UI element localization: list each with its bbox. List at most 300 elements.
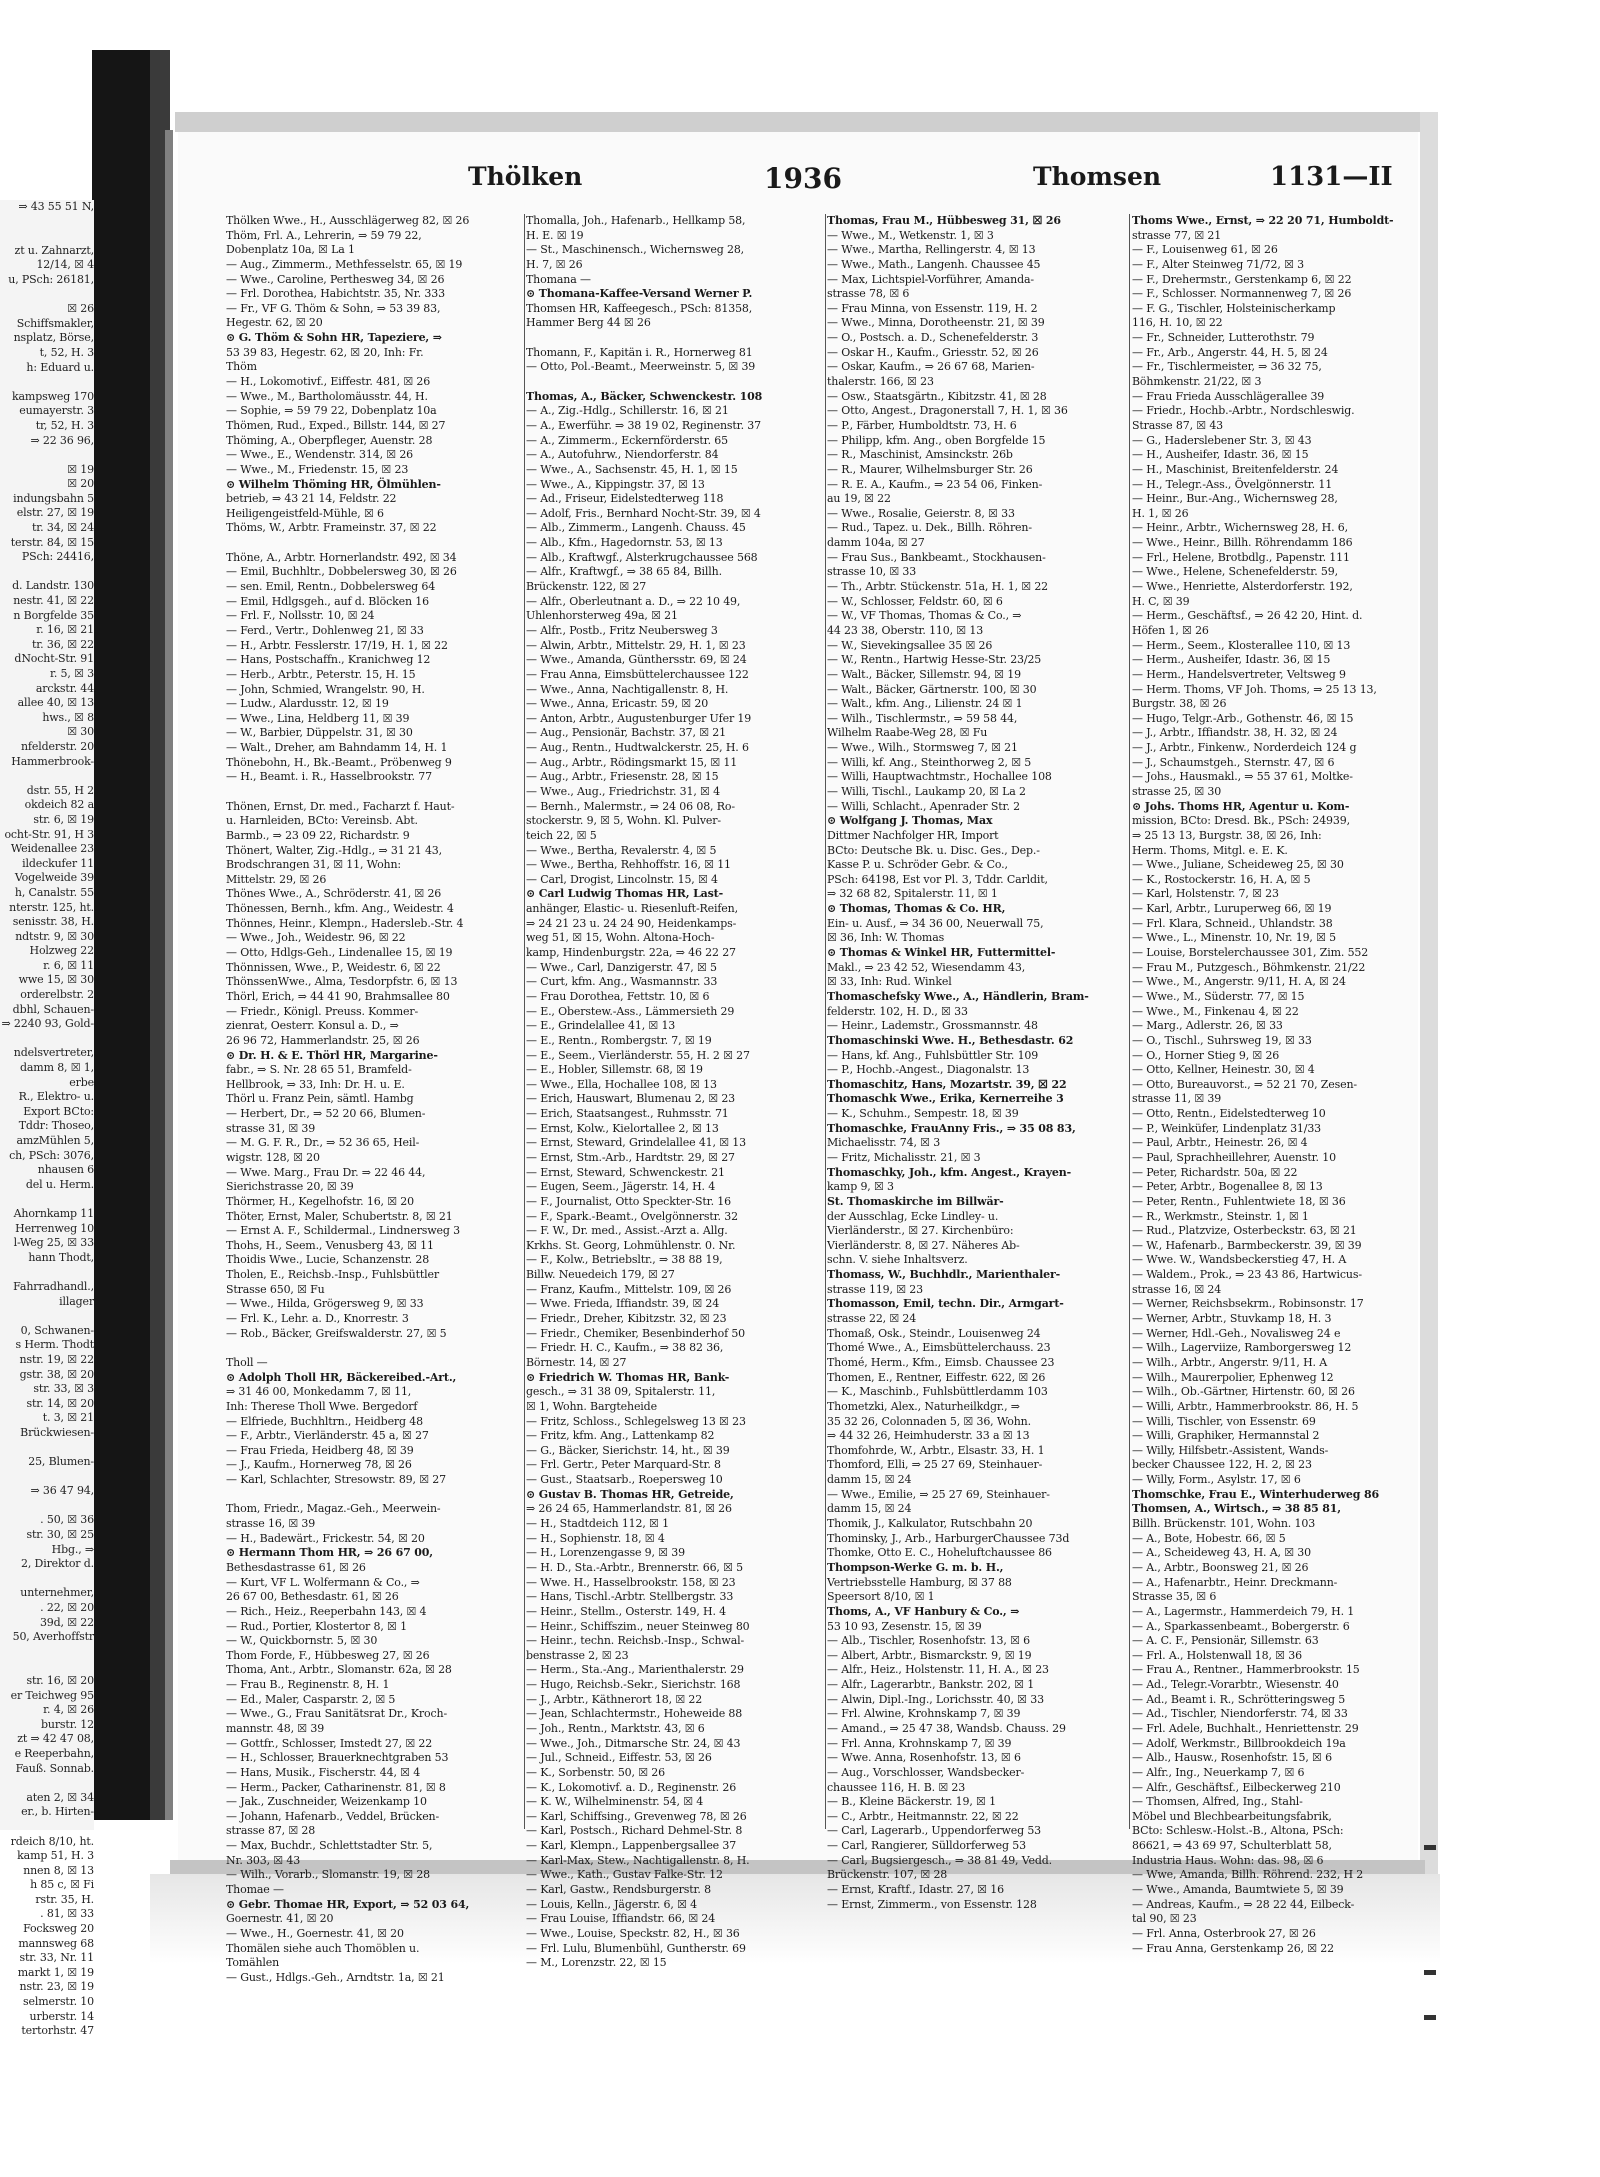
fragment-line: dstr. 55, H 2 (26, 783, 94, 797)
directory-entry-line: — Wwe., Heinr., Billh. Röhrendamm 186 (1132, 536, 1353, 550)
directory-entry-line: mission, BCto: Dresd. Bk., PSch: 24939, (1132, 814, 1350, 828)
directory-entry-line: — E., Seem., Vierländerstr. 55, H. 2 ☒ 27 (526, 1048, 750, 1062)
directory-entry-line: — Wilh., Maurerpolier, Ephenweg 12 (1132, 1370, 1334, 1384)
binding-shadow (92, 50, 150, 1820)
fragment-line: ildeckufer 11 (22, 856, 94, 870)
directory-entry-line: ⇒ 32 68 82, Spitalerstr. 11, ☒ 1 (827, 887, 998, 901)
directory-entry-line: — Wwe., Anna, Ericastr. 59, ☒ 20 (526, 697, 709, 711)
fragment-line: nnen 8, ☒ 13 (23, 1863, 94, 1877)
directory-entry-line: — Fr., Arb., Angerstr. 44, H. 5, ☒ 24 (1132, 345, 1328, 359)
directory-entry-line: Burgstr. 38, ☒ 26 (1132, 697, 1227, 711)
directory-entry-line: ⊙ Gustav B. Thomas HR, Getreide, (526, 1487, 734, 1501)
directory-entry-line: Strasse 87, ☒ 43 (1132, 418, 1224, 432)
directory-entry-line: damm 15, ☒ 24 (827, 1473, 912, 1487)
directory-entry-line (226, 1488, 526, 1503)
directory-entry-line: — Wwe. Frieda, Iffiandstr. 39, ☒ 24 (526, 1297, 720, 1311)
directory-entry-line: — Wwe., Aug., Friedrichstr. 31, ☒ 4 (526, 784, 720, 798)
directory-entry-line: — Carl, Drogist, Lincolnstr. 15, ☒ 4 (526, 872, 718, 886)
fragment-line: 50, Averhoffstr (12, 1630, 94, 1644)
directory-entry-line: — Wilh., Arbtr., Angerstr. 9/11, H. A (1132, 1355, 1328, 1369)
directory-entry-line: — Wwe., Helene, Schenefelderstr. 59, (1132, 565, 1338, 579)
fragment-line: h, Canalstr. 55 (14, 885, 94, 899)
directory-entry-line: Vierländerstr. 8, ☒ 27. Näheres Ab- (827, 1238, 1020, 1252)
page-spine (165, 130, 173, 1820)
fragment-line (0, 1820, 94, 1835)
directory-entry-line: — Gottfr., Schlosser, Imstedt 27, ☒ 22 (226, 1736, 433, 1750)
directory-entry-line: — A., Hafenarbtr., Heinr. Dreckmann- (1132, 1575, 1338, 1589)
fragment-line (0, 1309, 94, 1324)
fragment-line: aten 2, ☒ 34 (26, 1790, 94, 1804)
fragment-line: terstr. 84, ☒ 15 (10, 535, 94, 549)
directory-entry-line: — Herm., Packer, Catharinenstr. 81, ☒ 8 (226, 1780, 446, 1794)
fragment-line: nhausen 6 (37, 1163, 94, 1177)
directory-entry-line: — Wwe., Bertha, Revalerstr. 4, ☒ 5 (526, 843, 717, 857)
directory-entry-line: — Hans, kf. Ang., Fuhlsbüttler Str. 109 (827, 1048, 1039, 1062)
directory-entry-line: Tholen, E., Reichsb.-Insp., Fuhlsbüttler (226, 1268, 439, 1282)
fragment-line: str. 14, ☒ 20 (26, 1396, 94, 1410)
directory-entry-line: strasse 119, ☒ 23 (827, 1282, 923, 1296)
directory-entry-line: — Willi, Schlacht., Apenrader Str. 2 (827, 799, 1020, 813)
directory-entry-line: — Eugen, Seem., Jägerstr. 14, H. 4 (526, 1180, 716, 1194)
directory-entry-line: — G., Haderslebener Str. 3, ☒ 43 (1132, 433, 1312, 447)
directory-entry-line: — F., Alter Steinweg 71/72, ☒ 3 (1132, 257, 1304, 271)
directory-entry-line: — Werner, Arbtr., Stuvkamp 18, H. 3 (1132, 1312, 1332, 1326)
fragment-line: del u. Herm. (25, 1177, 94, 1191)
directory-entry-line: — Curt, kfm. Ang., Wasmannstr. 33 (526, 975, 718, 989)
directory-entry-line: — Max, Buchdr., Schlettstadter Str. 5, (226, 1839, 433, 1853)
directory-entry-line: — K., Rostockerstr. 16, H. A, ☒ 5 (1132, 872, 1311, 886)
directory-entry-line: — Heinr., Bur.-Ang., Wichernsweg 28, (1132, 492, 1338, 506)
directory-entry-line: Thomas, Frau M., Hübbesweg 31, ☒ 26 (827, 214, 1061, 227)
fragment-line: markt 1, ☒ 19 (17, 1965, 94, 1979)
directory-entry-line: — Karl, Arbtr., Luruperweg 66, ☒ 19 (1132, 902, 1332, 916)
fragment-line: Herrenweg 10 (15, 1221, 94, 1235)
previous-page-fragment (0, 200, 94, 2038)
fragment-line: allee 40, ☒ 13 (17, 696, 94, 710)
directory-entry-line: — Wwe., M., Angerstr. 9/11, H. A, ☒ 24 (1132, 975, 1346, 989)
column-3 (827, 214, 1127, 1911)
fragment-line: r. 4, ☒ 26 (43, 1703, 94, 1717)
directory-entry-line: Krkhs. St. Georg, Lohmühlenstr. 0. Nr. (526, 1238, 736, 1252)
directory-entry-line: — J., Kaufm., Hornerweg 78, ☒ 26 (226, 1458, 412, 1472)
directory-entry-line: — O., Tischl., Suhrsweg 19, ☒ 33 (1132, 1033, 1312, 1047)
directory-entry-line: Inh: Therese Tholl Wwe. Bergedorf (226, 1399, 418, 1413)
directory-entry-line: — Herb., Arbtr., Peterstr. 15, H. 15 (226, 667, 416, 681)
directory-entry-line: Thönnissen, Wwe., P., Weidestr. 6, ☒ 22 (226, 960, 441, 974)
directory-entry-line: — Emil, Buchhltr., Dobbelersweg 30, ☒ 26 (226, 565, 457, 579)
directory-entry-line: Hammer Berg 44 ☒ 26 (526, 316, 651, 330)
directory-entry-line: strasse 16, ☒ 39 (226, 1517, 316, 1531)
directory-entry-line: — Erich, Staatsangest., Ruhmsstr. 71 (526, 1107, 729, 1121)
fragment-line (0, 1440, 94, 1455)
directory-entry-line: — H., Beamt. i. R., Hasselbrookstr. 77 (226, 770, 432, 784)
fragment-line: ☒ 26 (67, 302, 94, 316)
fragment-line: ⇒ 2240 93, Gold- (1, 1017, 94, 1031)
directory-entry-line: — A., Arbtr., Boonsweg 21, ☒ 26 (1132, 1560, 1309, 1574)
directory-entry-line: — Peter, Rentn., Fuhlentwiete 18, ☒ 36 (1132, 1194, 1346, 1208)
fragment-line: Export BCto: (23, 1104, 94, 1118)
directory-entry-line: — O., Horner Stieg 9, ☒ 26 (1132, 1048, 1280, 1062)
fragment-line: gstr. 38, ☒ 20 (19, 1367, 94, 1381)
directory-entry-line: ⊙ Thomas, Thomas & Co. HR, (827, 902, 1006, 916)
directory-entry-line: Thönert, Walter, Zig.-Hdlg., ⇒ 31 21 43, (226, 843, 443, 857)
directory-entry-line: Thomke, Otto E. C., Hoheluftchaussee 86 (827, 1546, 1052, 1560)
directory-entry-line: — W., Barbier, Düppelstr. 31, ☒ 30 (226, 726, 413, 740)
directory-entry-line: — E., Oberstew.-Ass., Lämmersieth 29 (526, 1004, 735, 1018)
fragment-line (0, 1645, 94, 1660)
directory-entry-line: — Wwe., Martha, Rellingerstr. 4, ☒ 13 (827, 243, 1036, 257)
directory-entry-line: strasse 77, ☒ 21 (1132, 228, 1222, 242)
directory-entry-line: — Paul, Arbtr., Heinestr. 26, ☒ 4 (1132, 1136, 1308, 1150)
directory-entry-line: — Otto, Hdlgs-Geh., Lindenallee 15, ☒ 19 (226, 946, 453, 960)
directory-entry-line: — Marg., Adlerstr. 26, ☒ 33 (1132, 1019, 1283, 1033)
fragment-line: 39d, ☒ 22 (39, 1615, 94, 1629)
directory-entry-line: — St., Maschinensch., Wichernsweg 28, (526, 243, 745, 257)
fragment-line: Hbg., ⇒ (51, 1542, 94, 1556)
fragment-line: Holzweg 22 (29, 944, 94, 958)
directory-entry-line: — Friedr., Hochb.-Arbtr., Nordschleswig. (1132, 404, 1355, 418)
directory-entry-line: Möbel und Blechbearbeitungsfabrik, (1132, 1809, 1332, 1823)
directory-entry-line: Billw. Neuedeich 179, ☒ 27 (526, 1268, 675, 1282)
directory-entry-line: — Wwe., Anna, Nachtigallenstr. 8, H. (526, 682, 729, 696)
directory-entry-line: — J., Arbtr., Finkenw., Norderdeich 124 g (1132, 741, 1357, 755)
directory-entry-line: — Frl. A., Holstenwall 18, ☒ 36 (1132, 1648, 1302, 1662)
directory-entry-line: ⊙ G. Thöm & Sohn HR, Tapeziere, ⇒ (226, 331, 442, 345)
fragment-line: ⇒ 36 47 94, (30, 1484, 94, 1498)
directory-entry-line: — Oskar, Kaufm., ⇒ 26 67 68, Marien- (827, 360, 1035, 374)
directory-entry-line: — Wwe., Hilda, Grögersweg 9, ☒ 33 (226, 1297, 424, 1311)
fragment-line (0, 769, 94, 784)
directory-entry-line: Thominsky, J., Arb., HarburgerChaussee 73d (827, 1531, 1070, 1545)
directory-entry-line: — F., Kolw., Betriebsltr., ⇒ 38 88 19, (526, 1253, 723, 1267)
directory-columns (226, 214, 1408, 1984)
directory-entry-line: — M., Lorenzstr. 22, ☒ 15 (526, 1956, 667, 1970)
directory-entry-line: — O., Postsch. a. D., Schenefelderstr. 3 (827, 331, 1039, 345)
directory-entry-line: — Aug., Pensionär, Bachstr. 37, ☒ 21 (526, 726, 726, 740)
directory-entry-line: Barmb., ⇒ 23 09 22, Richardstr. 9 (226, 828, 410, 842)
directory-entry-line: — Max, Lichtspiel-Vorführer, Amanda- (827, 272, 1034, 286)
directory-entry-line: ⊙ Thomana-Kaffee-Versand Werner P. (526, 287, 753, 301)
fragment-line: 0, Schwanen- (20, 1323, 94, 1337)
directory-entry-line: — F., Arbtr., Vierländerstr. 45 a, ☒ 27 (226, 1429, 429, 1443)
directory-entry-line: — Friedr., Dreher, Kibitzstr. 32, ☒ 23 (526, 1312, 727, 1326)
directory-entry-line: Thomasson, Emil, techn. Dir., Armgart- (827, 1297, 1064, 1311)
directory-entry-line: Dittmer Nachfolger HR, Import (827, 828, 999, 842)
fragment-line (0, 229, 94, 244)
fragment-line: tertorhstr. 47 (21, 2024, 94, 2038)
directory-entry-line: — A., Autofuhrw., Niendorferstr. 84 (526, 448, 719, 462)
directory-entry-line: kamp, Hindenburgstr. 22a, ⇒ 46 22 27 (526, 946, 736, 960)
fragment-line: ☒ 19 (67, 462, 94, 476)
fragment-line: Schiffsmakler, (16, 316, 94, 330)
directory-entry-line: — Karl, Gastw., Rendsburgerstr. 8 (526, 1883, 711, 1897)
fragment-line: e Reeperbahn, (14, 1746, 94, 1760)
directory-entry-line: — Wwe., H., Goernestr. 41, ☒ 20 (226, 1926, 404, 1940)
directory-entry-line: — Rud., Portier, Klostertor 8, ☒ 1 (226, 1619, 407, 1633)
fragment-line (0, 448, 94, 463)
directory-entry-line: — Alb., Kraftwgf., Alsterkrugchaussee 568 (526, 550, 758, 564)
directory-entry-line: — Peter, Arbtr., Bogenallee 8, ☒ 13 (1132, 1180, 1323, 1194)
directory-entry-line: BCto: Deutsche Bk. u. Disc. Ges., Dep.- (827, 843, 1040, 857)
directory-entry-line: — Willi, Hauptwachtmstr., Hochallee 108 (827, 770, 1052, 784)
directory-entry-line: Thomaschk Wwe., Erika, Kernerreihe 3 (827, 1092, 1064, 1106)
fragment-line (0, 1032, 94, 1047)
directory-entry-line (526, 375, 826, 390)
directory-entry-line: — Aug., Arbtr., Friesenstr. 28, ☒ 15 (526, 770, 719, 784)
directory-entry-line: — Emil, Hdlgsgeh., auf d. Blöcken 16 (226, 594, 429, 608)
directory-entry-line: — Wwe., Rosalie, Geierstr. 8, ☒ 33 (827, 506, 1015, 520)
directory-entry-line: — Hans, Tischl.-Arbtr. Stellbergstr. 33 (526, 1590, 734, 1604)
directory-entry-line: — M. G. F. R., Dr., ⇒ 52 36 65, Heil- (226, 1136, 420, 1150)
directory-entry-line: — Alfr., Postb., Fritz Neubersweg 3 (526, 623, 718, 637)
directory-entry-line: — Heinr., techn. Reichsb.-Insp., Schwal- (526, 1634, 745, 1648)
directory-entry-line: Thörl, Erich, ⇒ 44 41 90, Brahmsallee 80 (226, 989, 450, 1003)
fragment-line: str. 33, Nr. 11 (19, 1951, 94, 1965)
directory-entry-line: — Ernst, Steward, Grindelallee 41, ☒ 13 (526, 1136, 746, 1150)
scan-mark (1424, 1845, 1436, 1850)
directory-entry-line: — J., Schaumstgeh., Sternstr. 47, ☒ 6 (1132, 755, 1335, 769)
scan-border-top (175, 112, 1437, 132)
scan-border-right (1420, 112, 1438, 1962)
directory-entry-line: — Frau A., Rentner., Hammerbrookstr. 15 (1132, 1663, 1360, 1677)
directory-entry-line: strasse 16, ☒ 24 (1132, 1282, 1222, 1296)
directory-entry-line: BCto: Schlesw.-Holst.-B., Altona, PSch: (1132, 1824, 1344, 1838)
fragment-line: Hammerbrook- (11, 754, 94, 768)
directory-entry-line: Strasse 35, ☒ 6 (1132, 1590, 1217, 1604)
directory-entry-line: — Wwe., M., Wetkenstr. 1, ☒ 3 (827, 228, 994, 242)
directory-entry-line: — Heinr., Schiffszim., neuer Steinweg 80 (526, 1619, 750, 1633)
directory-entry-line: Thömen, Rud., Exped., Billstr. 144, ☒ 27 (226, 418, 446, 432)
directory-entry-line: — W., VF Thomas, Thomas & Co., ⇒ (827, 609, 1022, 623)
fragment-line (0, 1572, 94, 1587)
fragment-line (0, 1776, 94, 1791)
directory-entry-line: — Friedr., Chemiker, Besenbinderhof 50 (526, 1326, 746, 1340)
directory-entry-line: Thöms, W., Arbtr. Frameinstr. 37, ☒ 22 (226, 521, 437, 535)
fragment-line: t. 3, ☒ 21 (42, 1411, 94, 1425)
directory-entry-line: Thomaschky, Joh., kfm. Angest., Krayen- (827, 1165, 1072, 1179)
directory-entry-line: Billh. Brückenstr. 101, Wohn. 103 (1132, 1517, 1316, 1531)
directory-entry-line: — J., Arbtr., Käthnerort 18, ☒ 22 (526, 1692, 703, 1706)
directory-entry-line: — B., Kleine Bäckerstr. 19, ☒ 1 (827, 1795, 996, 1809)
directory-entry-line: Thomae — (226, 1883, 284, 1897)
directory-entry-line: — Wwe., Kath., Gustav Falke-Str. 12 (526, 1868, 723, 1882)
directory-entry-line: — E., Hobler, Sillemstr. 68, ☒ 19 (526, 1063, 703, 1077)
directory-entry-line: — Wwe. W., Wandsbeckerstieg 47, H. A (1132, 1253, 1347, 1267)
directory-entry-line: — Heinr., Arbtr., Wichernsweg 28, H. 6, (1132, 521, 1349, 535)
directory-entry-line: Brückenstr. 107, ☒ 28 (827, 1868, 948, 1882)
fragment-line: s Herm. Thodt (15, 1338, 94, 1352)
directory-entry-line: — C., Arbtr., Heitmannstr. 22, ☒ 22 (827, 1809, 1019, 1823)
directory-entry-line: — Wwe, Amanda, Billh. Röhrend. 232, H 2 (1132, 1868, 1364, 1882)
directory-entry-line: — John, Schmied, Wrangelstr. 90, H. (226, 682, 425, 696)
directory-entry-line: — Louise, Borstelerchaussee 301, Zim. 552 (1132, 946, 1369, 960)
column-1 (226, 214, 526, 1984)
fragment-line: hann Thodt, (28, 1250, 94, 1264)
directory-entry-line: — H., Lorenzengasse 9, ☒ 39 (526, 1546, 685, 1560)
fragment-line: kampsweg 170 (12, 389, 94, 403)
directory-entry-line: — Alwin, Dipl.-Ing., Lorichsstr. 40, ☒ 33 (827, 1692, 1044, 1706)
directory-entry-line: — Willi, Tischler, von Essenstr. 69 (1132, 1414, 1316, 1428)
directory-entry-line: Thomann, F., Kapitän i. R., Hornerweg 81 (526, 345, 753, 359)
directory-entry-line: — Ad., Telegr.-Vorarbtr., Wiesenstr. 40 (1132, 1678, 1339, 1692)
directory-entry-line: — Wwe., Carl, Danzigerstr. 47, ☒ 5 (526, 960, 717, 974)
directory-entry-line: — W., Quickbornstr. 5, ☒ 30 (226, 1634, 378, 1648)
directory-entry-line: strasse 78, ☒ 6 (827, 287, 910, 301)
directory-entry-line: — Fr., Schneider, Lutterothstr. 79 (1132, 331, 1315, 345)
directory-entry-line: — Philipp, kfm. Ang., oben Borgfelde 15 (827, 433, 1046, 447)
directory-entry-line: Thönessen, Bernh., kfm. Ang., Weidestr. 4 (226, 902, 454, 916)
fragment-line: Ahornkamp 11 (13, 1206, 94, 1220)
directory-entry-line: — Karl, Schiffsing., Grevenweg 78, ☒ 26 (526, 1809, 747, 1823)
directory-entry-line: kamp 9, ☒ 3 (827, 1180, 894, 1194)
directory-entry-line: fabr., ⇒ S. Nr. 28 65 51, Bramfeld- (226, 1063, 412, 1077)
directory-entry-line: — Frl. Lulu, Blumenbühl, Guntherstr. 69 (526, 1941, 746, 1955)
directory-entry-line: Thörmer, H., Kegelhofstr. 16, ☒ 20 (226, 1194, 415, 1208)
directory-entry-line: 53 10 93, Zesenstr. 15, ☒ 39 (827, 1619, 982, 1633)
directory-entry-line: — Wwe., Lina, Heldberg 11, ☒ 39 (226, 711, 410, 725)
directory-entry-line: — Herm., Seem., Klosterallee 110, ☒ 13 (1132, 638, 1351, 652)
directory-entry-line: — Ernst, Zimmerm., von Essenstr. 128 (827, 1897, 1037, 1911)
directory-entry-line: — R., Werkmstr., Steinstr. 1, ☒ 1 (1132, 1209, 1309, 1223)
directory-entry-line: Brückenstr. 122, ☒ 27 (526, 580, 647, 594)
directory-entry-line: — Friedr. H. C., Kaufm., ⇒ 38 82 36, (526, 1341, 724, 1355)
directory-entry-line: — Jak., Zuschneider, Weizenkamp 10 (226, 1795, 427, 1809)
directory-entry-line: — Wilh., Lagerviize, Ramborgersweg 12 (1132, 1341, 1352, 1355)
fragment-line: zt ⇒ 42 47 08, (17, 1732, 94, 1746)
directory-entry-line: Böhmkenstr. 21/22, ☒ 3 (1132, 375, 1262, 389)
directory-entry-line: — H., Arbtr. Fesslerstr. 17/19, H. 1, ☒ 22 (226, 638, 448, 652)
directory-entry-line: — Wwe., Caroline, Perthesweg 34, ☒ 26 (226, 272, 445, 286)
directory-entry-line: Uhlenhorsterweg 49a, ☒ 21 (526, 609, 678, 623)
directory-entry-line: Thoms Wwe., Ernst, ⇒ 22 20 71, Humboldt- (1132, 214, 1394, 227)
directory-entry-line: Thöne, A., Arbtr. Hornerlandstr. 492, ☒ 34 (226, 550, 457, 564)
directory-entry-line: — Herbert, Dr., ⇒ 52 20 66, Blumen- (226, 1107, 426, 1121)
directory-entry-line: Thom, Friedr., Magaz.-Geh., Meerwein- (226, 1502, 441, 1516)
directory-entry-line: — Frl. Anna, Krohnskamp 7, ☒ 39 (827, 1736, 1012, 1750)
directory-entry-line: — E., Rentn., Rombergstr. 7, ☒ 19 (526, 1033, 712, 1047)
directory-entry-line (226, 536, 526, 551)
directory-entry-line: Kasse P. u. Schröder Gebr. & Co., (827, 858, 1008, 872)
fragment-line: burstr. 12 (41, 1717, 94, 1731)
directory-entry-line: zienrat, Oesterr. Konsul a. D., ⇒ (226, 1019, 399, 1033)
fragment-line: rstr. 35, H. (35, 1892, 94, 1906)
directory-entry-line: — Frl. Anna, Osterbrook 27, ☒ 26 (1132, 1926, 1316, 1940)
directory-entry-line: — R., Maschinist, Amsinckstr. 26b (827, 448, 1013, 462)
directory-entry-line: — Ludw., Alardusstr. 12, ☒ 19 (226, 697, 389, 711)
fragment-line: ndtstr. 9, ☒ 30 (15, 929, 94, 943)
directory-entry-line: — A., Zig.-Hdlg., Schillerstr. 16, ☒ 21 (526, 404, 729, 418)
directory-entry-line: — Friedr., Königl. Preuss. Kommer- (226, 1004, 419, 1018)
directory-entry-line: — Wwe., Amanda, Baumtwiete 5, ☒ 39 (1132, 1883, 1344, 1897)
directory-entry-line: Thöm, Frl. A., Lehrerin, ⇒ 59 79 22, (226, 228, 422, 242)
directory-entry-line: Sierichstrasse 20, ☒ 39 (226, 1180, 354, 1194)
directory-entry-line: thalerstr. 166, ☒ 23 (827, 375, 934, 389)
directory-entry-line: Thomik, J., Kalkulator, Rutschbahn 20 (827, 1517, 1033, 1531)
directory-entry-line: Speersort 8/10, ☒ 1 (827, 1590, 935, 1604)
directory-entry-line: der Ausschlag, Ecke Lindley- u. (827, 1209, 999, 1223)
directory-entry-line: — Amand., ⇒ 25 47 38, Wandsb. Chauss. 29 (827, 1721, 1066, 1735)
directory-entry-line: Brodschrangen 31, ☒ 11, Wohn: (226, 858, 401, 872)
fragment-line: nestr. 41, ☒ 22 (13, 594, 94, 608)
fragment-line: zt u. Zahnarzt, (14, 243, 94, 257)
directory-entry-line: 116, H. 10, ☒ 22 (1132, 316, 1223, 330)
directory-entry-line: damm 104a, ☒ 27 (827, 536, 925, 550)
directory-entry-line: — F., Louisenweg 61, ☒ 26 (1132, 243, 1278, 257)
directory-entry-line: — Karl, Schlachter, Stresowstr. 89, ☒ 27 (226, 1473, 446, 1487)
directory-entry-line: — Wwe. Marg., Frau Dr. ⇒ 22 46 44, (226, 1165, 426, 1179)
directory-entry-line: — Johann, Hafenarb., Veddel, Brücken- (226, 1809, 440, 1823)
directory-entry-line: — Waldem., Prok., ⇒ 23 43 86, Hartwicus- (1132, 1268, 1362, 1282)
directory-entry-line: ⇒ 44 32 26, Heimhuderstr. 33 a ☒ 13 (827, 1429, 1030, 1443)
directory-entry-line: Industria Haus. Wohn: das. 98, ☒ 6 (1132, 1853, 1324, 1867)
directory-entry-line: — K. W., Wilhelminenstr. 54, ☒ 4 (526, 1795, 704, 1809)
directory-entry-line: — Anton, Arbtr., Augustenburger Ufer 19 (526, 711, 752, 725)
directory-entry-line: — E., Grindelallee 41, ☒ 13 (526, 1019, 676, 1033)
directory-entry-line: Höfen 1, ☒ 26 (1132, 623, 1209, 637)
directory-entry-line: Thomé Wwe., A., Eimsbüttelerchauss. 23 (827, 1341, 1051, 1355)
directory-entry-line: ⊙ Wilhelm Thöming HR, Ölmühlen- (226, 477, 441, 491)
directory-entry-line: — H., Stadtdeich 112, ☒ 1 (526, 1517, 669, 1531)
fragment-line: erbe (69, 1075, 94, 1089)
directory-entry-line: gesch., ⇒ 31 38 09, Spitalerstr. 11, (526, 1385, 716, 1399)
directory-entry-line: — Willy, Form., Asylstr. 17, ☒ 6 (1132, 1473, 1301, 1487)
directory-entry-line: strasse 10, ☒ 33 (827, 565, 917, 579)
directory-entry-line: — Frau B., Reginenstr. 8, H. 1 (226, 1678, 390, 1692)
directory-entry-line: — H., Maschinist, Breitenfelderstr. 24 (1132, 462, 1339, 476)
header-last-entry: Thomsen (1033, 162, 1162, 191)
directory-entry-line: Thomalla, Joh., Hafenarb., Hellkamp 58, (526, 214, 746, 227)
directory-entry-line: — Fr., VF G. Thöm & Sohn, ⇒ 53 39 83, (226, 301, 441, 315)
fragment-line: mannsweg 68 (18, 1936, 94, 1950)
directory-entry-line: — Adolf, Fris., Bernhard Nocht-Str. 39, ☒ 4 (526, 506, 761, 520)
directory-entry-line: — Herm. Thoms, VF Joh. Thoms, ⇒ 25 13 13, (1132, 682, 1377, 696)
directory-entry-line: — H., Badewärt., Frickestr. 54, ☒ 20 (226, 1531, 425, 1545)
directory-entry-line: Thönebohn, H., Bk.-Beamt., Pröbenweg 9 (226, 755, 452, 769)
directory-entry-line: ☒ 1, Wohn. Bargteheide (526, 1399, 657, 1413)
directory-entry-line: ⊙ Johs. Thoms HR, Agentur u. Kom- (1132, 799, 1350, 813)
directory-entry-line: Michaelisstr. 74, ☒ 3 (827, 1136, 941, 1150)
directory-entry-line: Thomaschke, FrauAnny Fris., ⇒ 35 08 83, (827, 1121, 1076, 1135)
directory-entry-line: Thoma, Ant., Arbtr., Slomanstr. 62a, ☒ 28 (226, 1663, 452, 1677)
directory-entry-line: — Frl. Dorothea, Habichtstr. 35, Nr. 333 (226, 287, 445, 301)
directory-entry-line: — Wwe., Emilie, ⇒ 25 27 69, Steinhauer- (827, 1487, 1050, 1501)
directory-entry-line: — H., Telegr.-Ass., Övelgönnerstr. 11 (1132, 477, 1333, 491)
directory-entry-line: — Alb., Kfm., Hagedornstr. 53, ☒ 13 (526, 536, 723, 550)
directory-entry-line: anhänger, Elastic- u. Riesenluft-Reifen, (526, 902, 738, 916)
directory-entry-line: — Fritz, Schloss., Schlegelsweg 13 ☒ 23 (526, 1414, 746, 1428)
directory-entry-line: — Wwe., A., Sachsenstr. 45, H. 1, ☒ 15 (526, 462, 738, 476)
fragment-line: ☒ 20 (67, 477, 94, 491)
fragment-line: nterstr. 125, ht. (9, 900, 94, 914)
page-header (178, 162, 1418, 202)
fragment-line: indungsbahn 5 (13, 491, 94, 505)
fragment-line: ndelsvertreter, (13, 1046, 94, 1060)
fragment-line: er., b. Hirten- (21, 1805, 94, 1819)
directory-entry-line: Thomfohrde, W., Arbtr., Elsastr. 33, H. 1 (827, 1443, 1045, 1457)
fragment-line: l-Weg 25, ☒ 33 (13, 1236, 94, 1250)
directory-entry-line: — Wwe., Juliane, Scheideweg 25, ☒ 30 (1132, 858, 1344, 872)
directory-entry-line: 53 39 83, Hegestr. 62, ☒ 20, Inh: Fr. (226, 345, 424, 359)
fragment-line: nsplatz, Börse, (13, 331, 94, 345)
directory-entry-line: ⊙ Gebr. Thomae HR, Export, ⇒ 52 03 64, (226, 1897, 470, 1911)
directory-entry-line: weg 51, ☒ 15, Wohn. Altona-Hoch- (526, 931, 715, 945)
directory-entry-line: — Wwe., M., Finkenau 4, ☒ 22 (1132, 1004, 1299, 1018)
directory-entry-line: — Frau M., Putzgesch., Böhmkenstr. 21/22 (1132, 960, 1366, 974)
fragment-line (0, 288, 94, 303)
directory-entry-line: — Alfr., Heiz., Holstenstr. 11, H. A., ☒ 23 (827, 1663, 1049, 1677)
directory-entry-line: — Carl, Lagerarb., Uppendorferweg 53 (827, 1824, 1042, 1838)
fragment-line: n Borgfelde 35 (13, 608, 94, 622)
